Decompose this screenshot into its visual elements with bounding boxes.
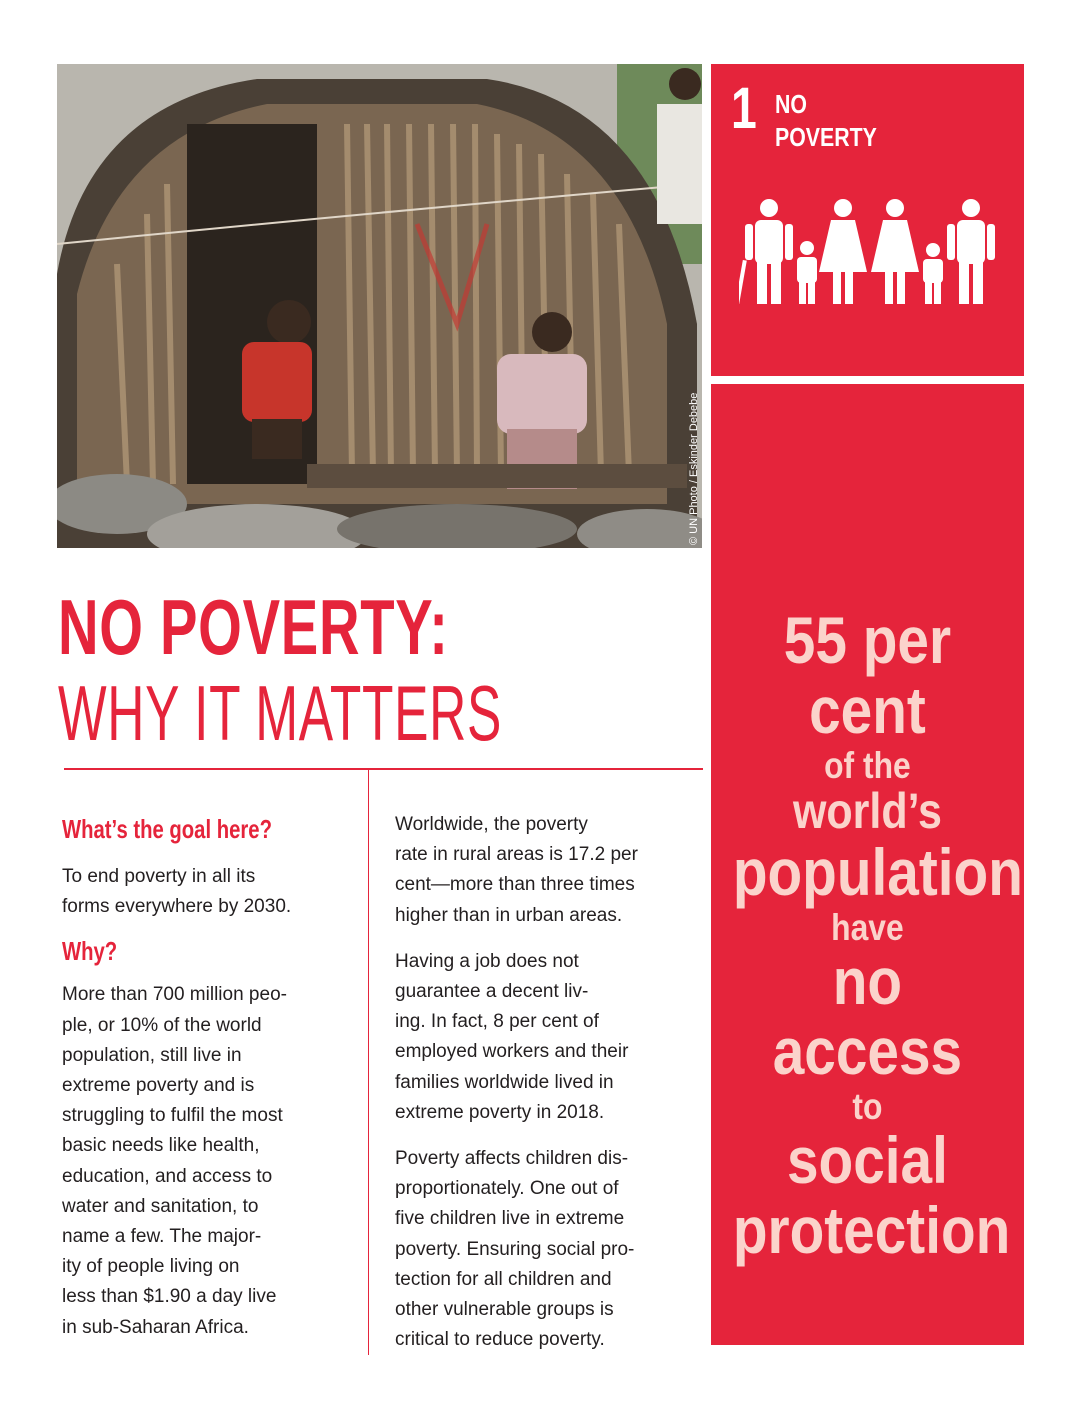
text-line: struggling to fulfil the most [62,1105,283,1127]
employment-paragraph [395,947,695,1128]
right-column [395,810,695,1355]
text-line: water and sanitation, to [62,1195,259,1217]
hut-scene [57,64,702,548]
text-line: ple, or 10% of the world [62,1014,262,1036]
text-line: name a few. The major- [62,1226,262,1248]
text-line: More than 700 million peo- [62,984,287,1006]
text-line: ing. In fact, 8 per cent of [395,1011,599,1033]
text-line: To end poverty in all its [62,866,256,887]
why-heading: Why? [62,936,118,967]
left-column [62,812,352,1343]
text-line: forms everywhere by 2030. [62,896,292,918]
text-line: guarantee a decent liv- [395,981,589,1003]
text-line: poverty. Ensuring social pro- [395,1238,635,1260]
text-line: proportionately. One out of [395,1178,619,1200]
stat-line: world’s [792,783,942,840]
text-line: education, and access to [62,1165,273,1187]
text-line: Poverty affects children dis- [395,1148,629,1170]
text-line: employed workers and their [395,1041,629,1063]
text-line: basic needs like health, [62,1135,260,1157]
statistic-text [732,603,1023,1268]
text-line: higher than in urban areas. [395,904,623,926]
goal-title-line2: POVERTY [775,122,877,152]
text-line: other vulnerable groups is [395,1299,614,1321]
text-line: less than $1.90 a day live [62,1286,277,1308]
stat-line: population [732,835,1023,910]
rural-poverty-paragraph [395,810,695,931]
goal-number: 1 [731,76,757,141]
goal-paragraph [62,862,352,922]
text-line: Having a job does not [395,950,579,972]
page-title: NO POVERTY: [58,583,449,671]
text-line: ity of people living on [62,1256,240,1278]
page-subtitle: WHY IT MATTERS [58,669,502,757]
text-line: tection for all children and [395,1268,612,1290]
text-line: five children live in extreme [395,1208,625,1230]
stat-line: no access [772,944,963,1089]
stat-line: 55 per cent [783,603,952,747]
text-line: population, still live in [62,1044,242,1066]
hero-photo [57,64,702,548]
children-paragraph [395,1144,695,1355]
stat-line: of the [824,744,911,786]
why-paragraph [62,980,352,1342]
statistic-panel [711,384,1024,1345]
goal-title-line1: NO [775,89,807,119]
stat-line: to [852,1086,883,1128]
divider-horizontal [64,768,703,770]
text-line: Worldwide, the poverty [395,814,588,835]
text-line: in sub-Saharan Africa. [62,1316,249,1338]
text-line: extreme poverty in 2018. [395,1101,605,1123]
text-line: critical to reduce poverty. [395,1329,605,1351]
text-line: cent—more than three times [395,874,635,896]
family-icon [739,198,999,306]
text-line: families worldwide lived in [395,1071,614,1093]
text-line: rate in rural areas is 17.2 per [395,844,638,866]
divider-vertical [368,770,369,1355]
goal-heading: What’s the goal here? [62,814,272,844]
stat-line: have [831,907,904,949]
photo-credit: © UN Photo / Eskinder Debebe [688,392,700,545]
stat-line: protection [732,1193,1011,1268]
stat-line: social [786,1123,948,1198]
text-line: extreme poverty and is [62,1075,255,1097]
sdg-goal-tile [711,64,1024,376]
goal-title [775,88,939,154]
